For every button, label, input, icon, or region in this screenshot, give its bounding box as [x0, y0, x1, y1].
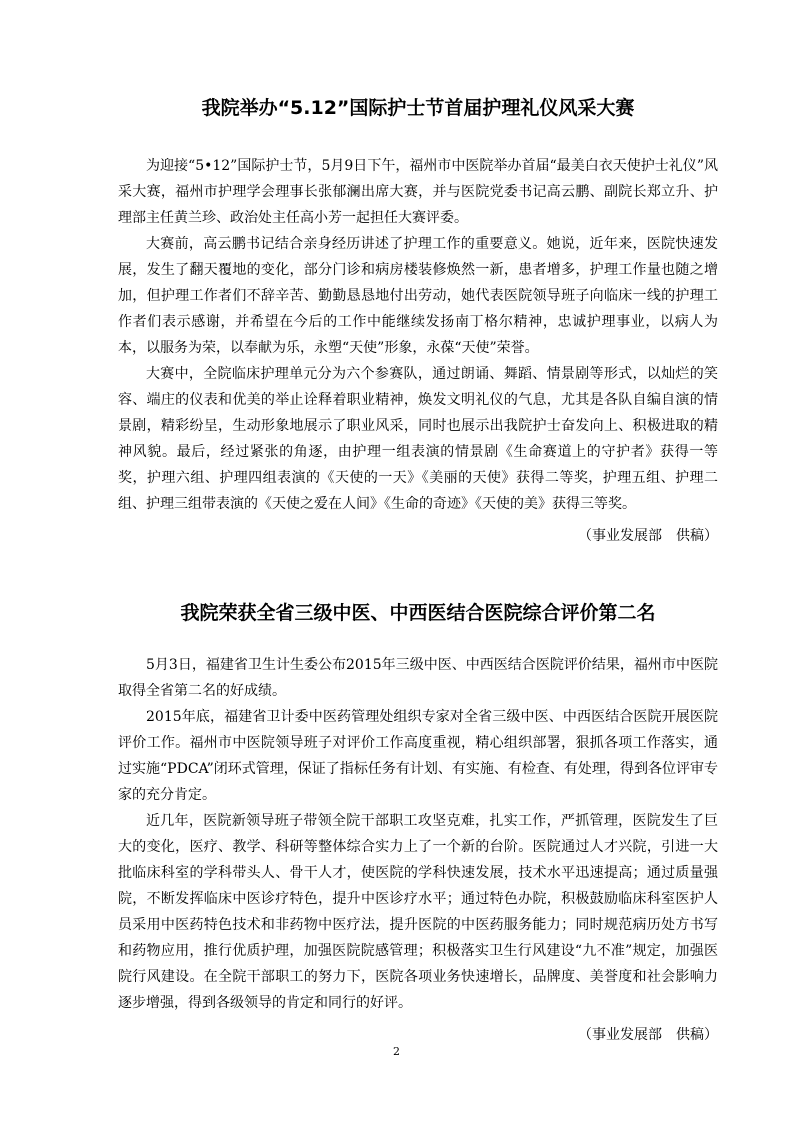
article-source: （事业发展部 供稿）	[578, 528, 718, 544]
article-source: （事业发展部 供稿）	[578, 1027, 718, 1043]
article-paragraph: 为迎接“5•12”国际护士节，5月9日下午，福州市中医院举办首届“最美白衣天使护士礼仪”风采大赛，福州市护理学会理事长张郁澜出席大赛，并与医院党委书记高云鹏、副院长郑立升、护理部主任黄兰珍、政治处主任高小芳一起担任大赛评委。	[118, 158, 718, 226]
article-paragraph: 近几年，医院新领导班子带领全院干部职工攻坚克难，扎实工作，严抓管理，医院发生了巨大的变化，医疗、教学、科研等整体综合实力上了一个新的台阶。医院通过人才兴院，引进一大批临床科室的学科带头人、骨干人才，使医院的学科快速发展，技术水平迅速提高；通过质量强院，不断发挥临床中医诊疗特色，提升中医诊疗水平；通过特色办院，积极鼓励临床科室医护人员采用中医药特色技术和非药物中医疗法，提升医院的中医药服务能力；同时规范病历处方书写和药物应用，推行优质护理，加强医院院感管理；积极落实卫生行风建设“九不准”规定，加强医院行风建设。在全院干部职工的努力下，医院各项业务快速增长，品牌度、美誉度和社会影响力逐步增强，得到各级领导的肯定和同行的好评。	[118, 813, 718, 1011]
page-number: 2	[393, 1045, 400, 1058]
article-title: 我院举办“5.12”国际护士节首届护理礼仪风采大赛	[201, 97, 635, 119]
article-paragraph: 大赛中，全院临床护理单元分为六个参赛队，通过朗诵、舞蹈、情景剧等形式，以灿烂的笑容、端庄的仪表和优美的举止诠释着职业精神，焕发文明礼仪的气息，尤其是各队自编自演的情景剧，精彩纷呈，生动形象地展示了职业风采，同时也展示出我院护士奋发向上、积极进取的精神风貌。最后，经过紧张的角逐，由护理一组表演的情景剧《生命赛道上的守护者》获得一等奖，护理六组、护理四组表演的《天使的一天》《美丽的天使》获得二等奖，护理五组、护理二组、护理三组带表演的《天使之爱在人间》《生命的奇迹》《天使的美》获得三等奖。	[118, 366, 718, 512]
article-nurse-day-contest	[118, 93, 718, 549]
article-hospital-evaluation	[118, 598, 718, 1048]
article-paragraph: 2015年底，福建省卫计委中医药管理处组织专家对全省三级中医、中西医结合医院开展医院评价工作。福州市中医院领导班子对评价工作高度重视，精心组织部署，狠抓各项工作落实，通过实施“PDCA”闭环式管理，保证了指标任务有计划、有实施、有检查、有处理，得到各位评审专家的充分肯定。	[118, 709, 718, 803]
article-paragraph: 5月3日，福建省卫生计生委公布2015年三级中医、中西医结合医院评价结果，福州市中医院取得全省第二名的好成绩。	[118, 657, 718, 699]
article-paragraph: 大赛前，高云鹏书记结合亲身经历讲述了护理工作的重要意义。她说，近年来，医院快速发展，发生了翻天覆地的变化，部分门诊和病房楼装修焕然一新，患者增多，护理工作量也随之增加，但护理工作者们不辞辛苦、勤勤恳恳地付出劳动，她代表医院领导班子向临床一线的护理工作者们表示感谢，并希望在今后的工作中能继续发扬南丁格尔精神，忠诚护理事业，以病人为本，以服务为荣，以奉献为乐，永塑“天使”形象，永葆“天使”荣誉。	[118, 236, 718, 356]
article-title: 我院荣获全省三级中医、中西医结合医院综合评价第二名	[180, 602, 656, 624]
